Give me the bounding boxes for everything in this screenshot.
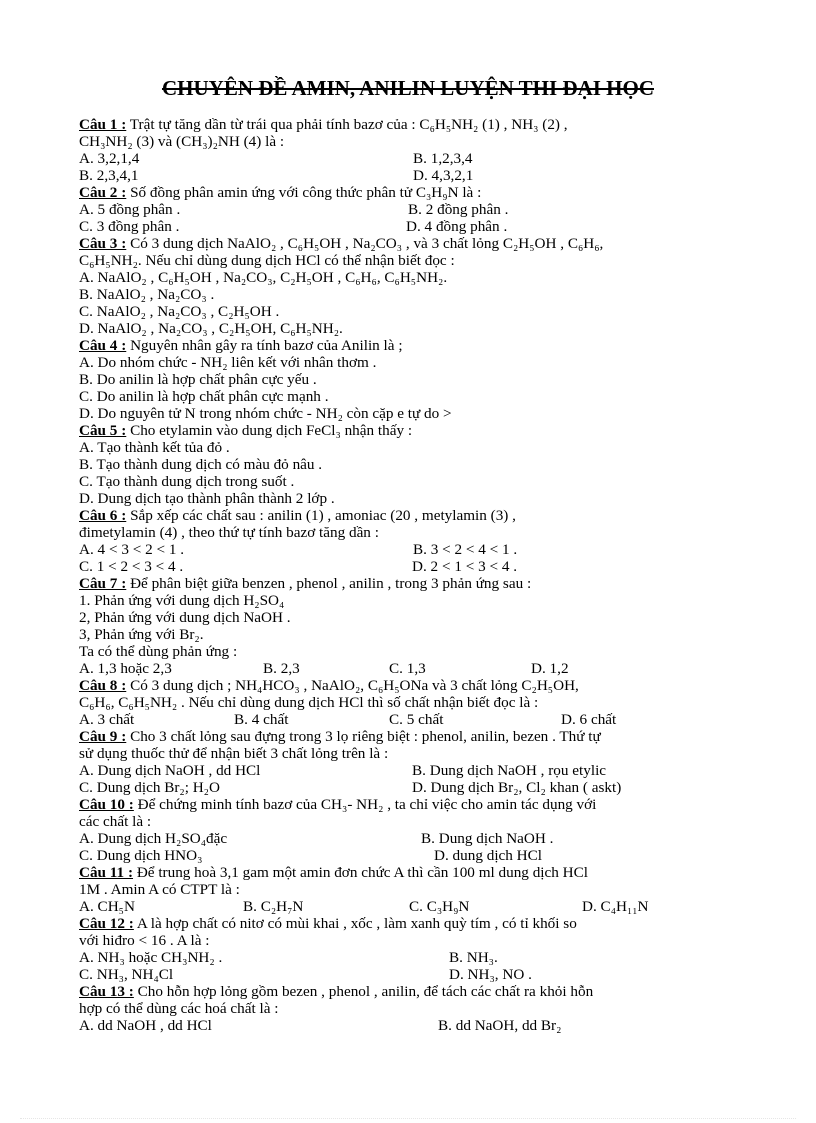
question-label: Câu 3 : — [79, 235, 127, 252]
answer-row — [79, 847, 744, 864]
answer-row — [79, 218, 744, 235]
question-label: Câu 2 : — [79, 184, 127, 201]
question-label: Câu 11 : — [79, 864, 134, 881]
question-text-line: C₆H₅NH₂. Nếu chỉ dùng dung dịch HCl có thể nhận biết đọc : — [79, 252, 455, 269]
option-d: D. 4 đồng phân . — [406, 218, 508, 235]
option-c: C. Do anilin là hợp chất phân cực mạnh . — [79, 388, 329, 405]
option-b: B. 3 < 2 < 4 < 1 . — [413, 541, 518, 558]
option-c: C. NaAlO₂ , Na₂CO₃ , C₂H₅OH . — [79, 303, 280, 320]
option-d: D. Dung dịch tạo thành phân thành 2 lớp . — [79, 490, 335, 507]
option-c: C. 1,3 — [389, 660, 426, 677]
option-b: B. 2 đồng phân . — [408, 201, 509, 218]
question-text: Có 3 dung dịch NaAlO₂ , C₆H₅OH , Na₂CO₃ , và 3 chất lỏng C₂H₅OH , C₆H₆, — [126, 235, 604, 252]
answer-row — [79, 558, 744, 575]
question-text: Nguyên nhân gây ra tính bazơ của Anilin là ; — [126, 337, 403, 354]
answer-row — [79, 541, 744, 558]
question-text-line: 2, Phản ứng với dung dịch NaOH . — [79, 609, 291, 626]
question-10 — [79, 796, 744, 813]
question-text: Có 3 dung dịch ; NH₄HCO₃ , NaAlO₂, C₆H₅ONa và 3 chất lỏng C₂H₅OH, — [126, 677, 579, 694]
option-d: D. NaAlO₂ , Na₂CO₃ , C₂H₅OH, C₆H₅NH₂. — [79, 320, 343, 337]
question-text: Cho etylamin vào dung dịch FeCl₃ nhận thấy : — [126, 422, 413, 439]
question-text-line: 1. Phản ứng với dung dịch H₂SO₄ — [79, 592, 285, 609]
option-a: A. 3,2,1,4 — [79, 150, 140, 167]
option-d: D. Do nguyên tử N trong nhóm chức - NH₂ còn cặp e tự do > — [79, 405, 452, 422]
answer-row — [79, 1017, 744, 1034]
option-d: D. C₄H₁₁N — [582, 898, 649, 915]
question-label: Câu 1 : — [79, 116, 127, 133]
answer-row — [79, 201, 744, 218]
answer-row — [79, 779, 744, 796]
question-text-line: với hiđro < 16 . A là : — [79, 932, 210, 949]
question-text: Cho 3 chất lỏng sau đựng trong 3 lọ riêng biệt : phenol, anilin, bezen . Thứ tự — [126, 728, 601, 745]
option-a: A. CH₅N — [79, 898, 135, 915]
question-text-line: đimetylamin (4) , theo thứ tự tính bazơ tăng dần : — [79, 524, 379, 541]
option-a: A. Dung dịch NaOH , dd HCl — [79, 762, 261, 779]
question-2 — [79, 184, 744, 201]
option-b: B. Tạo thành dung dịch có màu đỏ nâu . — [79, 456, 323, 473]
document-title: CHUYÊN ĐỀ AMIN, ANILIN LUYỆN THI ĐẠI HỌC — [161, 76, 654, 100]
option-a: A. 5 đồng phân . — [79, 201, 181, 218]
question-list — [79, 116, 744, 1034]
option-a: A. Tạo thành kết tủa đỏ . — [79, 439, 230, 456]
option-b: B. Dung dịch NaOH , rọu etylic — [412, 762, 607, 779]
option-c: C. 3 đồng phân . — [79, 218, 180, 235]
option-b: B. Do anilin là hợp chất phân cực yếu . — [79, 371, 317, 388]
question-6 — [79, 507, 744, 524]
question-label: Câu 13 : — [79, 983, 134, 1000]
question-5 — [79, 422, 744, 439]
question-label: Câu 7 : — [79, 575, 127, 592]
option-c: C. Dung dịch HNO₃ — [79, 847, 203, 864]
option-a: A. NaAlO₂ , C₆H₅OH , Na₂CO₃, C₂H₅OH , C₆H₆, C₆H₅NH₂. — [79, 269, 448, 286]
question-text-line: sử dụng thuốc thử để nhận biết 3 chất lỏng trên là : — [79, 745, 389, 762]
answer-row — [79, 830, 744, 847]
option-a: A. NH₃ hoặc CH₃NH₂ . — [79, 949, 223, 966]
option-d: D. Dung dịch Br₂, Cl₂ khan ( askt) — [412, 779, 622, 796]
option-b: B. 1,2,3,4 — [413, 150, 473, 167]
option-a: A. 3 chất — [79, 711, 135, 728]
question-label: Câu 10 : — [79, 796, 134, 813]
question-text: Để phân biệt giữa benzen , phenol , anilin , trong 3 phản ứng sau : — [126, 575, 532, 592]
answer-row — [79, 150, 744, 167]
option-c: C. Dung dịch Br₂; H₂O — [79, 779, 220, 796]
question-text: A là hợp chất có nitơ có mùi khai , xốc , làm xanh quỳ tím , có tỉ khối so — [133, 915, 577, 932]
option-b: B. 4 chất — [234, 711, 289, 728]
question-text-line: các chất là : — [79, 813, 152, 830]
question-text: Cho hỗn hợp lỏng gồm bezen , phenol , anilin, để tách các chất ra khỏi hỗn — [133, 983, 594, 1000]
option-d: D. 1,2 — [531, 660, 569, 677]
question-label: Câu 9 : — [79, 728, 127, 745]
option-b: B. NH₃. — [449, 949, 498, 966]
option-d: D. 6 chất — [561, 711, 617, 728]
answer-row — [79, 966, 744, 983]
option-b: B. NaAlO₂ , Na₂CO₃ . — [79, 286, 215, 303]
option-a: A. dd NaOH , dd HCl — [79, 1017, 212, 1034]
option-b: B. Dung dịch NaOH . — [421, 830, 554, 847]
question-8 — [79, 677, 744, 694]
answer-row — [79, 949, 744, 966]
question-1 — [79, 116, 744, 133]
question-text: Để trung hoà 3,1 gam một amin đơn chức A thì cần 100 ml dung dịch HCl — [133, 864, 588, 881]
question-text: Để chứng minh tính bazơ của CH₃- NH₂ , ta chỉ việc cho amin tác dụng với — [133, 796, 597, 813]
question-text: Số đồng phân amin ứng với công thức phân tử C₃H₉N là : — [126, 184, 482, 201]
option-b: B. C₂H₇N — [243, 898, 304, 915]
question-label: Câu 4 : — [79, 337, 127, 354]
option-c: C. Tạo thành dung dịch trong suốt . — [79, 473, 295, 490]
option-c: C. C₃H₉N — [409, 898, 470, 915]
question-text-line: 1M . Amin A có CTPT là : — [79, 881, 240, 898]
question-text-line: Ta có thể dùng phản ứng : — [79, 643, 238, 660]
answer-row — [79, 898, 744, 915]
option-c: C. NH₃, NH₄Cl — [79, 966, 174, 983]
question-4 — [79, 337, 744, 354]
answer-row — [79, 167, 744, 184]
page-bottom-divider — [20, 1118, 796, 1119]
question-text-line: hợp có thể dùng các hoá chất là : — [79, 1000, 279, 1017]
question-9 — [79, 728, 744, 745]
option-d: D. dung dịch HCl — [434, 847, 542, 864]
answer-row — [79, 711, 744, 728]
question-label: Câu 6 : — [79, 507, 127, 524]
question-11 — [79, 864, 744, 881]
question-label: Câu 8 : — [79, 677, 127, 694]
question-label: Câu 5 : — [79, 422, 127, 439]
option-a: A. Dung dịch H₂SO₄đặc — [79, 830, 228, 847]
option-a: A. 4 < 3 < 2 < 1 . — [79, 541, 185, 558]
option-c: C. 1 < 2 < 3 < 4 . — [79, 558, 184, 575]
question-text: Trật tự tăng dần từ trái qua phải tính bazơ của : C₆H₅NH₂ (1) , NH₃ (2) , — [126, 116, 568, 133]
answer-row — [79, 762, 744, 779]
question-7 — [79, 575, 744, 592]
question-3 — [79, 235, 744, 252]
option-c: C. 5 chất — [389, 711, 444, 728]
option-d: D. 4,3,2,1 — [413, 167, 474, 184]
question-text: Sắp xếp các chất sau : anilin (1) , amoniac (20 , metylamin (3) , — [126, 507, 516, 524]
answer-row — [79, 660, 744, 677]
question-text-line: 3, Phản ứng với Br₂. — [79, 626, 204, 643]
option-d: D. NH₃, NO . — [449, 966, 532, 983]
option-a: A. Do nhóm chức - NH₂ liên kết với nhân thơm . — [79, 354, 377, 371]
option-b: B. dd NaOH, dd Br₂ — [438, 1017, 562, 1034]
question-text-line: C₆H₆, C₆H₅NH₂ . Nếu chỉ dùng dung dịch HCl thì số chất nhận biết đọc là : — [79, 694, 539, 711]
question-text-line: CH₃NH₂ (3) và (CH₃)₂NH (4) là : — [79, 133, 285, 150]
option-a: A. 1,3 hoặc 2,3 — [79, 660, 172, 677]
question-12 — [79, 915, 744, 932]
option-d: D. 2 < 1 < 3 < 4 . — [412, 558, 518, 575]
option-b: B. 2,3 — [263, 660, 300, 677]
question-13 — [79, 983, 744, 1000]
option-c: B. 2,3,4,1 — [79, 167, 139, 184]
question-label: Câu 12 : — [79, 915, 134, 932]
